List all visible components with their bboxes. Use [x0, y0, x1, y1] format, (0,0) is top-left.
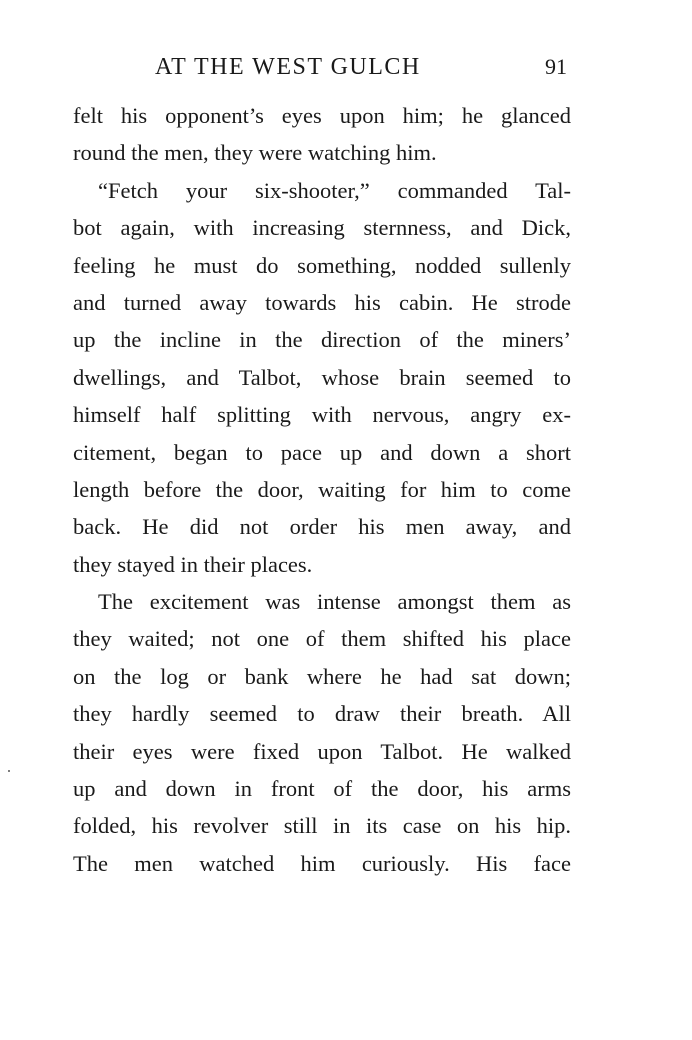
- text-line: round the men, they were watching him.: [73, 140, 437, 166]
- text-line: himself half splitting with nervous, angry ex-: [73, 402, 571, 428]
- text-line: “Fetch your six-shooter,” commanded Tal-: [98, 177, 571, 203]
- body-text: [73, 97, 571, 882]
- text-line: dwellings, and Talbot, whose brain seemed to: [73, 364, 571, 390]
- text-line: they stayed in their places.: [73, 551, 313, 577]
- running-title: AT THE WEST GULCH: [155, 54, 421, 80]
- text-line: and turned away towards his cabin. He strode: [73, 289, 571, 315]
- text-line: bot again, with increasing sternness, and Dick,: [73, 215, 571, 241]
- text-line: length before the door, waiting for him to come: [73, 476, 571, 502]
- text-line: back. He did not order his men away, and: [73, 514, 571, 540]
- running-head: [0, 50, 692, 84]
- text-line: they waited; not one of them shifted his place: [73, 626, 571, 652]
- text-line: The men watched him curiously. His face: [73, 850, 571, 876]
- text-line: on the log or bank where he had sat down;: [73, 663, 571, 689]
- text-line: they hardly seemed to draw their breath. All: [73, 701, 571, 727]
- text-line: felt his opponent’s eyes upon him; he glanced: [73, 103, 571, 128]
- text-line: citement, began to pace up and down a short: [73, 439, 571, 465]
- text-line: up and down in front of the door, his arms: [73, 776, 571, 802]
- text-line: feeling he must do something, nodded sullenly: [73, 252, 571, 278]
- text-line: The excitement was intense amongst them as: [98, 589, 571, 615]
- text-line: up the incline in the direction of the miners’: [73, 327, 571, 353]
- margin-speck: [8, 770, 10, 772]
- text-line: their eyes were fixed upon Talbot. He walked: [73, 738, 571, 764]
- text-line: folded, his revolver still in its case on his hip.: [73, 813, 571, 839]
- page-number: 91: [545, 54, 567, 79]
